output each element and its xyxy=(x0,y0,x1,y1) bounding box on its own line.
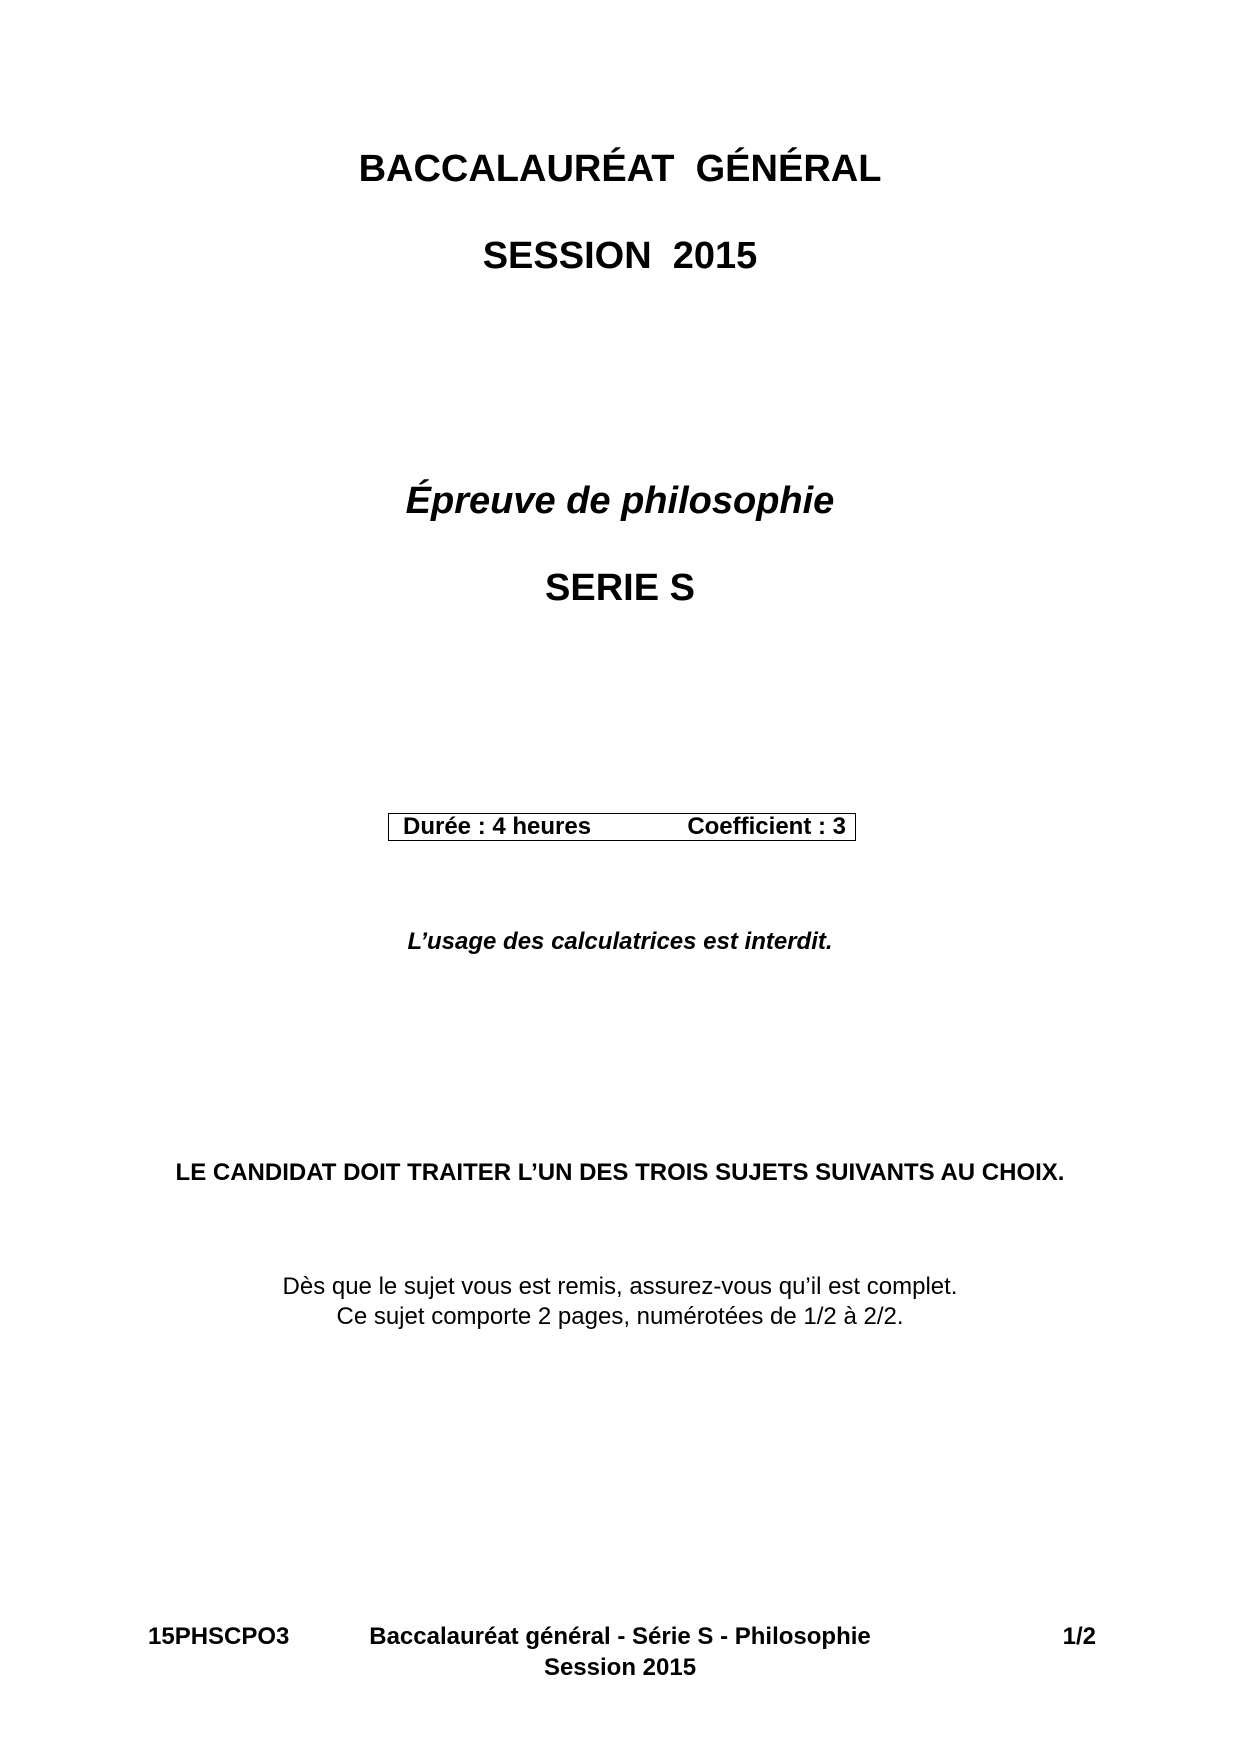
duration-coefficient-box xyxy=(388,813,856,841)
footer-page-number: 1/2 xyxy=(1062,1623,1096,1650)
calculator-notice: L’usage des calculatrices est interdit. xyxy=(407,928,833,955)
candidate-instruction: LE CANDIDAT DOIT TRAITER L’UN DES TROIS SUJETS SUIVANTS AU CHOIX. xyxy=(175,1159,1065,1186)
footer-title: Baccalauréat général - Série S - Philosophie xyxy=(369,1623,871,1650)
subject-title: Épreuve de philosophie xyxy=(405,480,835,522)
footer-exam-code: 15PHSCPO3 xyxy=(148,1623,290,1650)
page-count-notice: Ce sujet comporte 2 pages, numérotées de 1/2 à 2/2. xyxy=(336,1303,904,1330)
footer-session: Session 2015 xyxy=(543,1654,697,1681)
coefficient-label: Coefficient : 3 xyxy=(687,813,846,840)
exam-title: BACCALAURÉAT GÉNÉRAL xyxy=(358,148,882,190)
duration-label: Durée : 4 heures xyxy=(403,813,592,840)
exam-session: SESSION 2015 xyxy=(482,235,758,277)
series-label: SERIE S xyxy=(545,567,695,609)
completeness-notice: Dès que le sujet vous est remis, assurez-vous qu’il est complet. xyxy=(282,1273,958,1300)
